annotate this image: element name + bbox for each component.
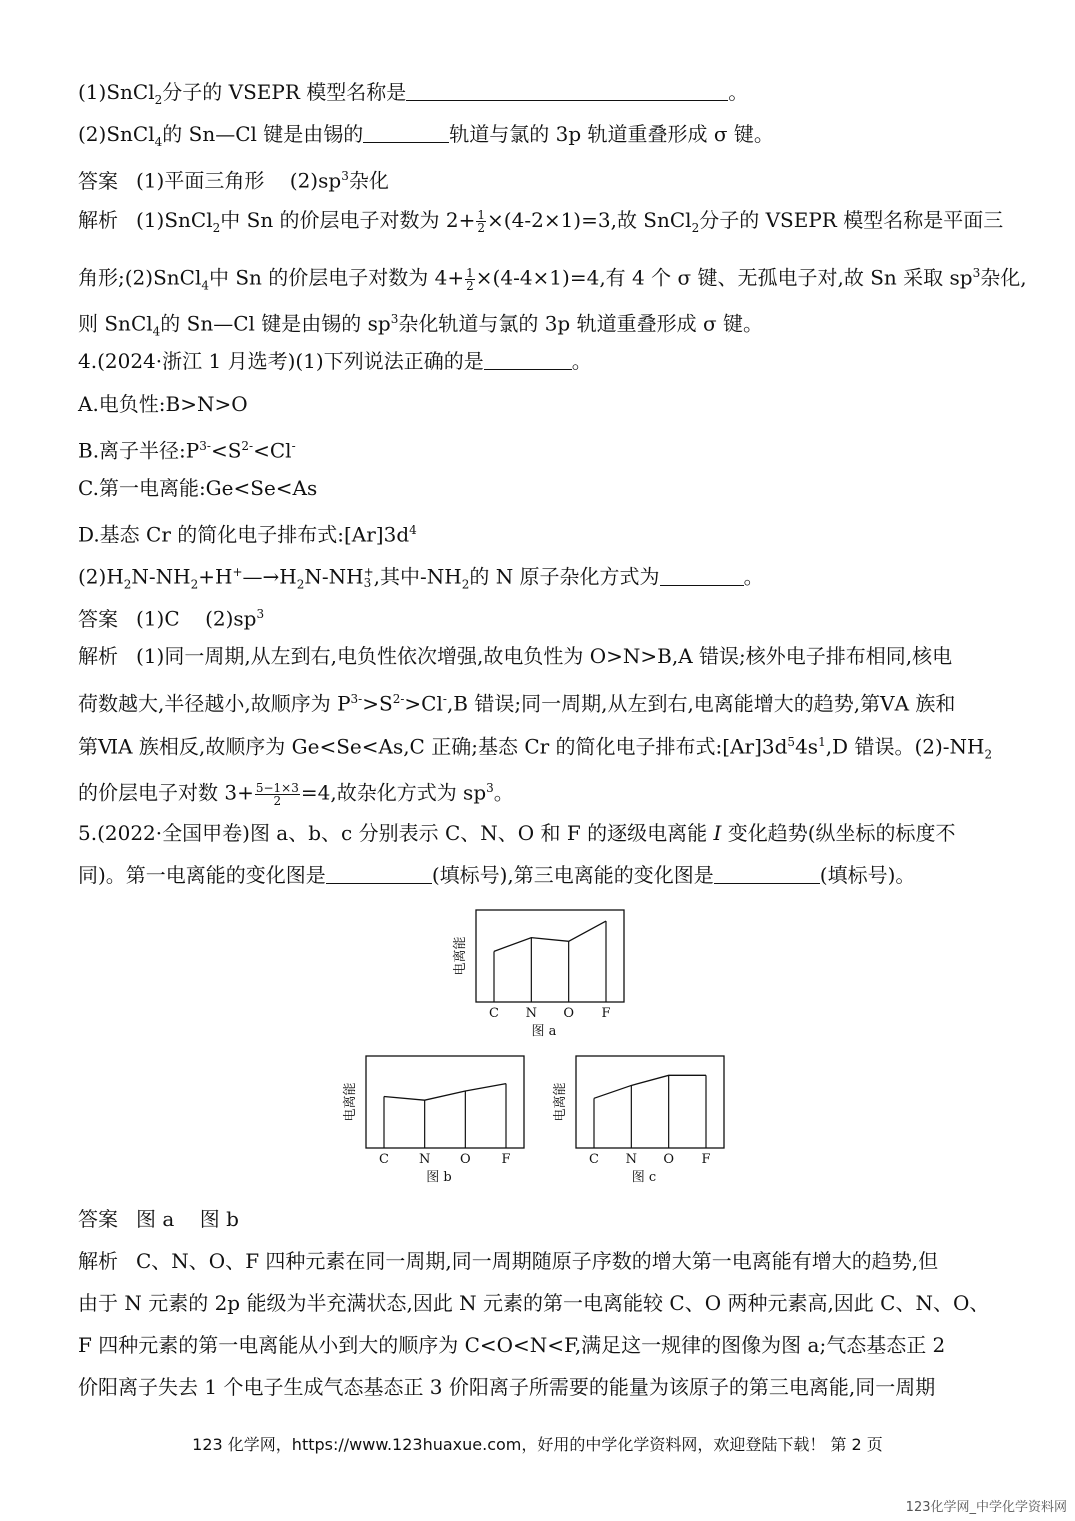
x-tick-label: N bbox=[625, 1152, 638, 1167]
chart-a-svg bbox=[440, 906, 630, 1046]
answer-blank[interactable] bbox=[406, 80, 728, 101]
chart-frame bbox=[576, 1056, 724, 1148]
answer-blank[interactable] bbox=[714, 863, 820, 884]
option-b: B.离子半径$:P^{3-}<S^{2-}<Cl^-$ bbox=[78, 438, 296, 463]
x-tick-label: F bbox=[601, 1006, 611, 1021]
chart-b bbox=[330, 1052, 530, 1194]
answer-blank[interactable] bbox=[326, 863, 432, 884]
question-1-line: (1)SnCl$_2$分子的 VSEPR 模型名称是 。 bbox=[78, 80, 749, 107]
x-tick-label: O bbox=[663, 1152, 675, 1167]
answer-line: 答案 图 a 图 b bbox=[78, 1207, 239, 1231]
analysis-line: 第ⅥA 族相反,故顺序为 Ge<Se<As,C 正确;基态 Cr 的简化电子排布式$:[Ar]3d^54s^1,D$ 错误。$(2)-NH_2$ bbox=[78, 734, 993, 762]
chart-c-svg bbox=[540, 1052, 730, 1194]
question-5-line: 同)。第一电离能的变化图是 (填标号),第三电离能的变化图是 (填标号)。 bbox=[78, 863, 916, 887]
answer-line: 答案 (1)平面三角形 $(2)sp^3$杂化 bbox=[78, 168, 389, 193]
question-5-line: 5.(2022·全国甲卷)图 a、b、c 分别表示 C、N、O 和 F 的逐级电离能 I 变化趋势(纵坐标的标度不 bbox=[78, 821, 956, 845]
x-tick-label: C bbox=[379, 1152, 389, 1167]
chart-a bbox=[440, 906, 630, 1046]
question-4-2-line: $(2)H_2N-NH_2+H^+—\to H_2N-NH$ + 3 ,其中$-NH_2$的 N 原子杂化方式为 。 bbox=[78, 564, 764, 592]
x-tick-label: F bbox=[501, 1152, 511, 1167]
data-line bbox=[594, 1075, 706, 1098]
option-d: D.基态 Cr 的简化电子排布式$:[Ar]3d^4$ bbox=[78, 522, 417, 547]
x-tick-label: O bbox=[459, 1152, 471, 1167]
chart-b-svg bbox=[330, 1052, 530, 1194]
y-axis-label: 电离能 bbox=[343, 1082, 358, 1122]
option-a: A.电负性:B>N>O bbox=[78, 392, 248, 416]
analysis-line: 解析 (1)同一周期,从左到右,电负性依次增强,故电负性为 O>N>B,A 错误;核外电子排布相同,核电 bbox=[78, 644, 953, 668]
analysis-line: 则 SnCl$_4$的 Sn—Cl 键是由锡的 $sp^3$杂化轨道与氯的 3p 轨道重叠形成 σ 键。 bbox=[78, 311, 763, 339]
analysis-line: 角形;(2)SnCl$_4$中 Sn 的价层电子对数为 4+ $\frac{1}{2}$ ×(4-4×1)=4,有 4 个 σ 键、无孤电子对,故 Sn 采取 $sp^3$杂化, bbox=[78, 265, 1027, 293]
y-axis-label: 电离能 bbox=[453, 936, 468, 976]
chart-caption: 图 b bbox=[426, 1170, 452, 1185]
analysis-line: 由于 N 元素的 2p 能级为半充满状态,因此 N 元素的第一电离能较 C、O 两种元素高,因此 C、N、O、 bbox=[78, 1291, 990, 1315]
answer-blank[interactable] bbox=[660, 565, 744, 586]
page-footer: 123 化学网，https://www.123huaxue.com，好用的中学化学资料网，欢迎登陆下载！ 第 2 页 bbox=[192, 1435, 883, 1454]
chart-caption: 图 c bbox=[631, 1170, 657, 1185]
option-c: C.第一电离能:Ge<Se<As bbox=[78, 476, 318, 500]
chart-c bbox=[540, 1052, 730, 1194]
analysis-line: F 四种元素的第一电离能从小到大的顺序为 C<O<N<F,满足这一规律的图像为图 a;气态基态正 2 bbox=[78, 1333, 946, 1357]
x-tick-label: C bbox=[489, 1006, 499, 1021]
chart-caption: 图 a bbox=[531, 1024, 557, 1039]
data-line bbox=[494, 921, 606, 951]
answer-line: 答案 (1)C $(2)sp^3$ bbox=[78, 606, 265, 631]
x-tick-label: F bbox=[701, 1152, 711, 1167]
fraction: $\frac{1}{2}$ bbox=[477, 208, 486, 235]
analysis-line: 荷数越大,半径越小,故顺序为 $P^{3-}>S^{2-}>Cl^-,B$ 错误;同一周期,从左到右,电离能增大的趋势,第ⅤA 族和 bbox=[78, 691, 956, 716]
fraction: $\frac{1}{2}$ bbox=[466, 265, 474, 293]
chart-frame bbox=[366, 1056, 524, 1148]
question-4-line: 4.(2024·浙江 1 月选考)(1)下列说法正确的是 。 bbox=[78, 349, 592, 373]
answer-blank[interactable] bbox=[363, 122, 449, 143]
y-axis-label: 电离能 bbox=[553, 1082, 568, 1122]
answer-blank[interactable] bbox=[484, 349, 572, 370]
x-tick-label: N bbox=[418, 1152, 431, 1167]
fraction: $\frac{5-1\times 3}{2}$ bbox=[255, 780, 299, 808]
analysis-line: 解析 C、N、O、F 四种元素在同一周期,同一周期随原子序数的增大第一电离能有增大的趋势,但 bbox=[78, 1249, 939, 1273]
x-tick-label: N bbox=[525, 1006, 538, 1021]
analysis-line: 的价层电子对数 3+ $\frac{5-1\times 3}{2}$ =4,故杂化方式为 $sp^3$。 bbox=[78, 780, 514, 808]
analysis-line: 解析 (1)SnCl$_2$中 Sn 的价层电子对数为 2+ $\frac{1}{2}$ ×(4-2×1)=3,故 SnCl$_2$分子的 VSEPR 模型名称是平面三 bbox=[78, 208, 1004, 235]
site-watermark: 123化学网_中学化学资料网 bbox=[905, 1500, 1067, 1515]
x-tick-label: O bbox=[563, 1006, 575, 1021]
data-line bbox=[384, 1084, 506, 1101]
analysis-line: 价阳离子失去 1 个电子生成气态基态正 3 价阳离子所需要的能量为该原子的第三电离能,同一周期 bbox=[78, 1375, 936, 1399]
question-2-line: (2)SnCl$_4$的 Sn—Cl 键是由锡的 轨道与氯的 3p 轨道重叠形成 σ 键。 bbox=[78, 122, 774, 149]
x-tick-label: C bbox=[589, 1152, 599, 1167]
